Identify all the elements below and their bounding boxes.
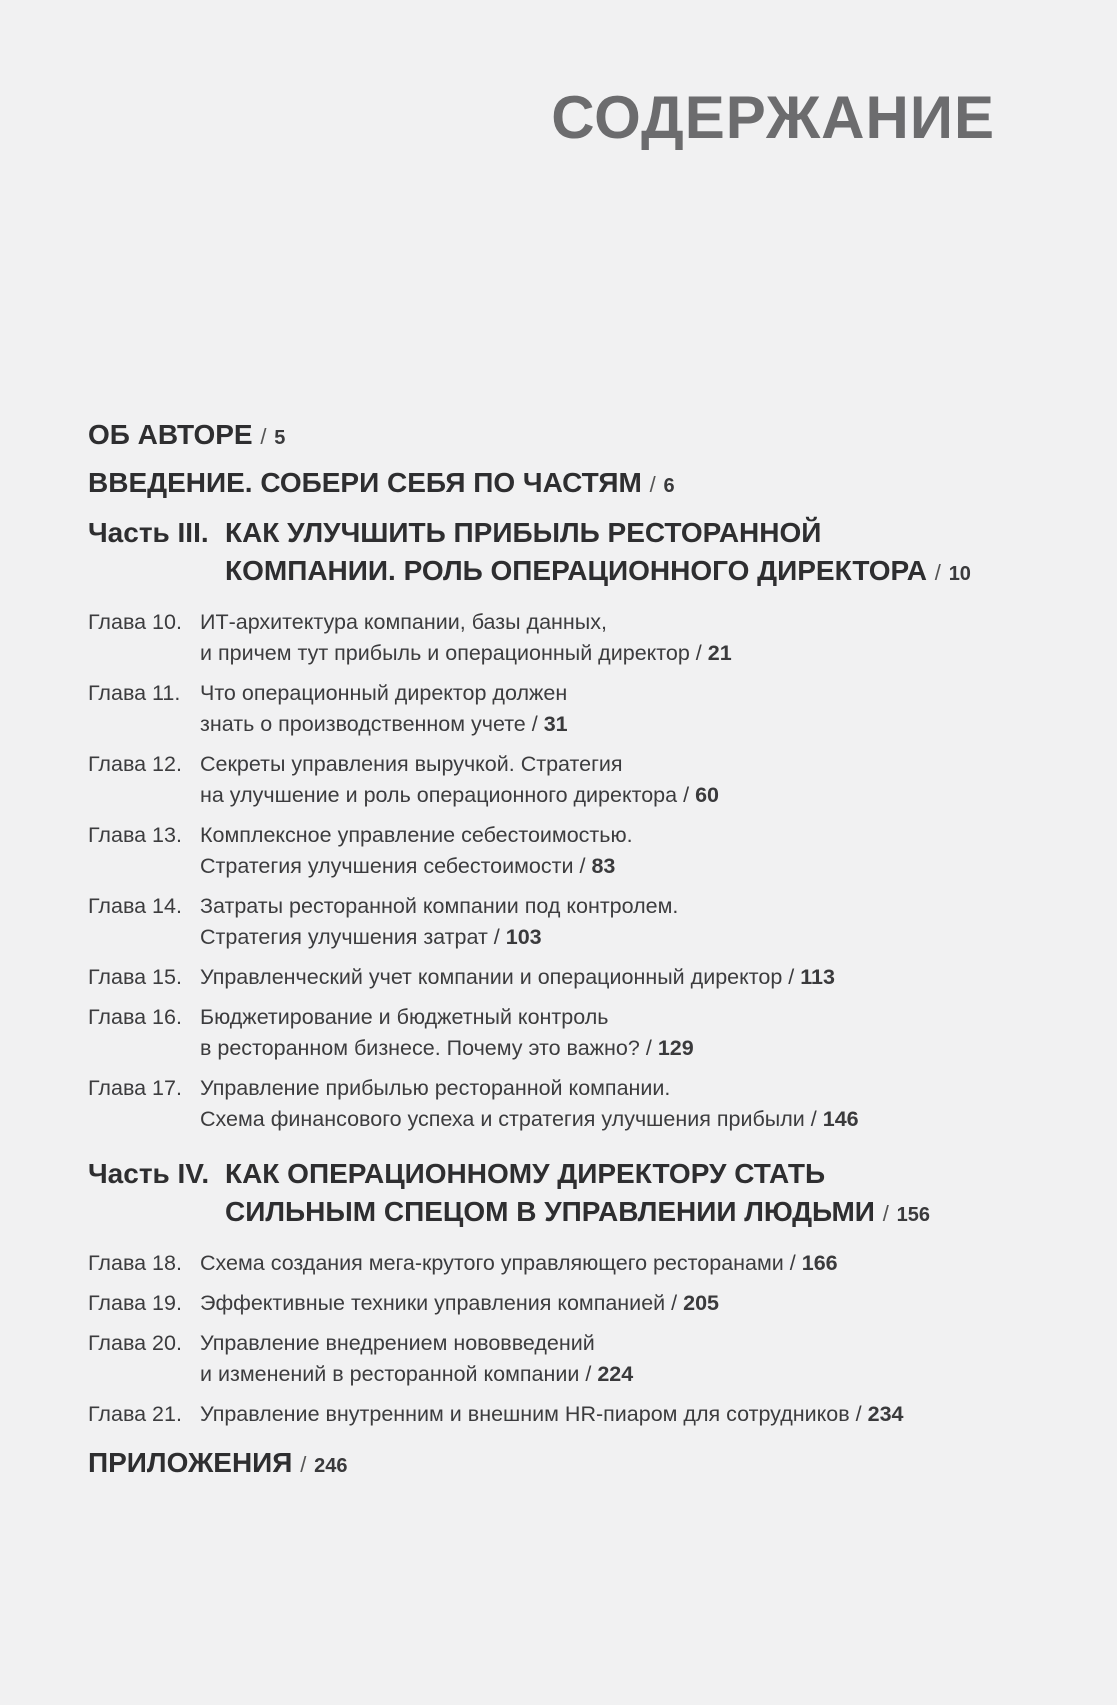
chapter-title: Что операционный директор должен знать о производственном учете / 31	[200, 681, 568, 736]
chapter-label: Глава 14.	[88, 894, 182, 918]
separator: /	[260, 424, 267, 449]
chapter-label: Глава 16.	[88, 1005, 182, 1029]
chapter-label: Глава 13.	[88, 823, 182, 847]
toc-entry-appendix[interactable]	[88, 1446, 1048, 1483]
chapter-11[interactable]	[88, 678, 1048, 740]
chapter-label: Глава 11.	[88, 681, 181, 705]
chapter-21[interactable]	[88, 1399, 1048, 1430]
chapter-title: Управление внутренним и внешним HR-пиаром для сотрудников / 234	[200, 1402, 904, 1426]
chapter-label: Глава 10.	[88, 610, 182, 634]
page-number: 224	[597, 1362, 634, 1386]
chapter-13[interactable]	[88, 820, 1048, 882]
toc-entry-title: ПРИЛОЖЕНИЯ	[88, 1447, 293, 1478]
page-number: 205	[683, 1291, 719, 1315]
separator: /	[579, 854, 586, 878]
page-number: 21	[707, 641, 732, 665]
separator: /	[695, 641, 702, 665]
part-title-line-last: СИЛЬНЫМ СПЕЦОМ В УПРАВЛЕНИИ ЛЮДЬМИ / 156	[225, 1196, 930, 1227]
separator: /	[855, 1402, 862, 1426]
page-number: 156	[896, 1204, 930, 1226]
part-iii-heading[interactable]	[88, 514, 1048, 593]
chapter-title: Управленческий учет компании и операционный директор / 113	[200, 965, 835, 989]
chapter-title: Секреты управления выручкой. Стратегия на улучшение и роль операционного директора / 60	[200, 752, 719, 807]
separator: /	[531, 712, 538, 736]
page-number: 5	[274, 427, 286, 449]
part-title-line-last: КОМПАНИИ. РОЛЬ ОПЕРАЦИОННОГО ДИРЕКТОРА / 10	[225, 555, 971, 586]
chapter-label: Глава 21.	[88, 1402, 182, 1426]
chapter-title: Управление внедрением нововведений и изменений в ресторанной компании / 224	[200, 1331, 634, 1386]
toc-entry-introduction[interactable]	[88, 466, 1048, 503]
part-title-line: КАК ОПЕРАЦИОННОМУ ДИРЕКТОРУ СТАТЬ	[225, 1158, 826, 1189]
chapter-title: ИТ-архитектура компании, базы данных, и причем тут прибыль и операционный директор / 21	[200, 610, 732, 665]
page-number: 234	[867, 1402, 904, 1426]
page-number: 6	[663, 475, 675, 497]
separator: /	[493, 925, 500, 949]
chapter-15[interactable]	[88, 962, 1048, 993]
page-number: 83	[591, 854, 616, 878]
part-title	[225, 514, 971, 593]
part-title	[225, 1155, 930, 1234]
separator: /	[789, 1251, 796, 1275]
toc-entry-title: ВВЕДЕНИЕ. СОБЕРИ СЕБЯ ПО ЧАСТЯМ	[88, 467, 642, 498]
separator: /	[671, 1291, 678, 1315]
toc-entry-about-author[interactable]	[88, 418, 1048, 455]
page-number: 31	[543, 712, 568, 736]
page-number: 10	[948, 563, 971, 585]
page-number: 103	[505, 925, 542, 949]
chapter-18[interactable]	[88, 1248, 1048, 1279]
toc-entry-title: ОБ АВТОРЕ	[88, 419, 253, 450]
part-label: Часть IV.	[88, 1158, 210, 1189]
page-number: 246	[314, 1455, 348, 1477]
chapter-label: Глава 18.	[88, 1251, 182, 1275]
page-number: 146	[822, 1107, 859, 1131]
chapter-label: Глава 20.	[88, 1331, 182, 1355]
separator: /	[649, 472, 656, 497]
separator: /	[300, 1452, 307, 1477]
part-title-line: КАК УЛУЧШИТЬ ПРИБЫЛЬ РЕСТОРАННОЙ	[225, 517, 822, 548]
chapter-10[interactable]	[88, 607, 1048, 669]
chapter-title: Затраты ресторанной компании под контролем. Стратегия улучшения затрат / 103	[200, 894, 679, 949]
page-number: 129	[657, 1036, 694, 1060]
chapter-title: Комплексное управление себестоимостью. Стратегия улучшения себестоимости / 83	[200, 823, 633, 878]
chapter-label: Глава 15.	[88, 965, 182, 989]
chapter-title: Управление прибылью ресторанной компании. Схема финансового успеха и стратегия улучшения прибыли / 146	[200, 1076, 859, 1131]
chapter-12[interactable]	[88, 749, 1048, 811]
separator: /	[882, 1201, 889, 1226]
chapter-label: Глава 12.	[88, 752, 182, 776]
separator: /	[585, 1362, 592, 1386]
page-number: 60	[695, 783, 719, 807]
chapter-label: Глава 17.	[88, 1076, 182, 1100]
chapter-20[interactable]	[88, 1328, 1048, 1390]
page-number: 166	[801, 1251, 838, 1275]
separator: /	[788, 965, 795, 989]
part-label: Часть III.	[88, 517, 209, 548]
chapter-19[interactable]	[88, 1288, 1048, 1319]
separator: /	[683, 783, 690, 807]
separator: /	[934, 560, 941, 585]
separator: /	[810, 1107, 817, 1131]
part-iv-section	[88, 1155, 1048, 1430]
part-iii-section	[88, 514, 1048, 1135]
chapter-label: Глава 19.	[88, 1291, 182, 1315]
separator: /	[645, 1036, 652, 1060]
table-of-contents	[88, 418, 1048, 1494]
chapter-title: Бюджетирование и бюджетный контроль в ресторанном бизнесе. Почему это важно? / 129	[200, 1005, 694, 1060]
chapter-17[interactable]	[88, 1073, 1048, 1135]
part-iv-heading[interactable]	[88, 1155, 1048, 1234]
page-number: 113	[800, 965, 835, 989]
chapter-16[interactable]	[88, 1002, 1048, 1064]
page-title: СОДЕРЖАНИЕ	[551, 84, 995, 151]
chapter-title: Эффективные техники управления компанией / 205	[200, 1291, 719, 1315]
chapter-14[interactable]	[88, 891, 1048, 953]
chapter-title: Схема создания мега-крутого управляющего ресторанами / 166	[200, 1251, 838, 1275]
